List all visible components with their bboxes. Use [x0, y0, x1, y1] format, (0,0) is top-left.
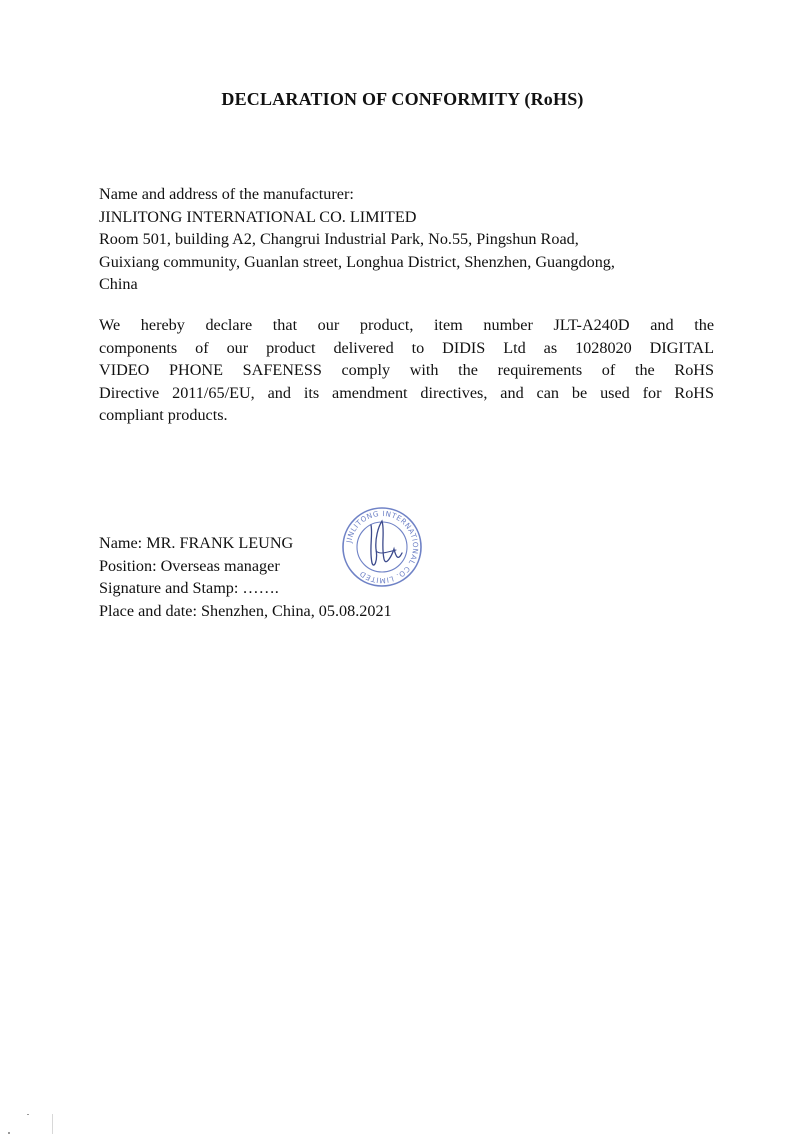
- place-and-date: Place and date: Shenzhen, China, 05.08.2021: [99, 601, 392, 620]
- declaration-line-4: Directive 2011/65/EU, and its amendment directives, and can be used for RoHS: [99, 383, 714, 402]
- signatory-position: Position: Overseas manager: [99, 556, 280, 575]
- scan-mark: [8, 1132, 10, 1134]
- company-stamp-seal: [340, 505, 424, 589]
- stamp-outer-ring: [343, 508, 421, 586]
- manufacturer-address-line-3: China: [99, 275, 138, 293]
- declaration-line-1: We hereby declare that our product, item number JLT-A240D and the: [99, 316, 714, 334]
- signature-and-stamp-label: Signature and Stamp: …….: [99, 579, 279, 597]
- manufacturer-address-line-2: Guixiang community, Guanlan street, Longhua District, Shenzhen, Guangdong,: [99, 252, 615, 271]
- manufacturer-company: JINLITONG INTERNATIONAL CO. LIMITED: [99, 207, 417, 226]
- stamp-text: JINLITONG INTERNATIONAL CO. LIMITED: [344, 508, 421, 586]
- scan-mark: [27, 1114, 29, 1115]
- stamp-inner-ring: [357, 522, 407, 572]
- document-title: DECLARATION OF CONFORMITY (RoHS): [221, 89, 584, 109]
- manufacturer-address-line-1: Room 501, building A2, Changrui Industrial Park, No.55, Pingshun Road,: [99, 230, 579, 248]
- declaration-paragraph: [99, 314, 714, 427]
- signatory-name: Name: MR. FRANK LEUNG: [99, 534, 294, 552]
- declaration-line-5: compliant products.: [99, 406, 228, 424]
- manufacturer-heading: Name and address of the manufacturer:: [99, 185, 354, 203]
- scan-mark: [52, 1114, 53, 1134]
- declaration-line-2: components of our product delivered to DIDIS Ltd as 1028020 DIGITAL: [99, 338, 714, 357]
- declaration-line-3: VIDEO PHONE SAFENESS comply with the requirements of the RoHS: [99, 361, 714, 379]
- manufacturer-section: [99, 183, 714, 296]
